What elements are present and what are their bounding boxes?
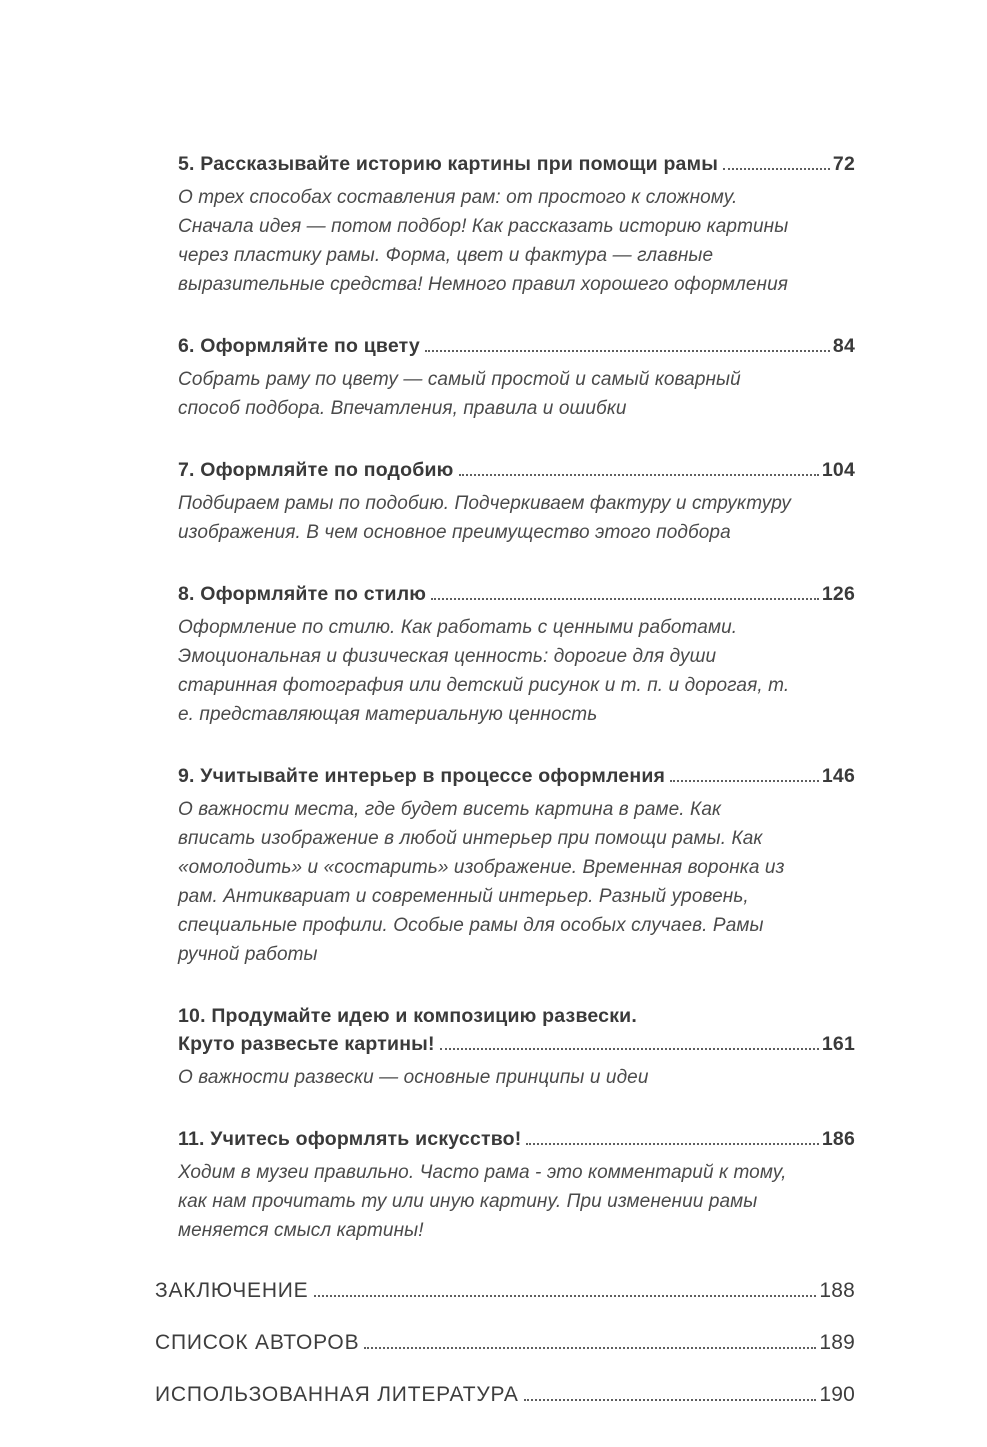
toc-entry-description: Подбираем рамы по подобию. Подчеркиваем фактуру и структуру изображения. В чем основное преимущество этого подбора [178,493,791,543]
toc-entry-description: Собрать раму по цвету — самый простой и самый коварный способ подбора. Впечатления, правила и ошибки [178,369,741,419]
dot-leader [425,350,830,352]
backmatter-entry-title: ИСПОЛЬЗОВАННАЯ ЛИТЕРАТУРА [155,1383,519,1406]
toc-entry-description: Оформление по стилю. Как работать с ценными работами. Эмоциональная и физическая ценность: дорогие для души старинная фотография или детский рисунок и т. п. и дорогая, т. е. представляющая материальную ценность [178,617,790,725]
toc-entry-row-line2 [178,1030,855,1058]
dot-leader [440,1048,819,1050]
backmatter-entry-page-number: 190 [819,1383,855,1406]
toc-entry-page-number: 84 [832,335,855,357]
toc-entry-row [178,332,855,360]
toc-entry-page-number: 161 [821,1033,855,1055]
toc-entry-chapter-8 [178,580,855,729]
toc-entry-row [178,150,855,178]
toc-entry-row [178,762,855,790]
toc-entry-row-line1 [178,1002,855,1030]
dot-leader [364,1347,816,1349]
toc-entry-description: О важности места, где будет висеть картина в раме. Как вписать изображение в любой интерьер при помощи рамы. Как «омолодить» и «состарить» изображение. Временная воронка из рам. Антиквариат и современный интерьер. Разный уровень, специальные профили. Особые рамы для особых случаев. Рамы ручной работы [178,799,785,965]
toc-entry-title: 10. Продумайте идею и композицию развески. [178,1005,637,1027]
toc-entry-title: 5. Рассказывайте историю картины при помощи рамы [178,153,719,175]
table-of-contents [178,150,855,1245]
toc-entry-title: 6. Оформляйте по цвету [178,335,420,357]
dot-leader [526,1143,818,1145]
dot-leader [524,1399,817,1401]
toc-entry-title: 7. Оформляйте по подобию [178,459,454,481]
backmatter-entry-literature [155,1382,855,1408]
backmatter-list [155,1278,855,1408]
toc-entry-page-number: 126 [821,583,855,605]
dot-leader [723,168,830,170]
toc-entry-chapter-5 [178,150,855,299]
toc-entry-description: Ходим в музеи правильно. Часто рама - это комментарий к тому, как нам прочитать ту или иную картину. При изменении рамы меняется смысл картины! [178,1162,787,1241]
toc-entry-page-number: 104 [821,459,855,481]
dot-leader [459,474,819,476]
toc-entry-chapter-7 [178,456,855,547]
toc-entry-title: 9. Учитывайте интерьер в процессе оформления [178,765,666,787]
toc-entry-description: О важности развески — основные принципы и идеи [178,1067,649,1088]
toc-entry-row [178,1125,855,1153]
toc-entry-page-number: 72 [832,153,855,175]
toc-entry-title: 8. Оформляйте по стилю [178,583,427,605]
backmatter-entry-conclusion [155,1278,855,1304]
toc-entry-chapter-10 [178,1002,855,1092]
dot-leader [431,598,819,600]
toc-entry-chapter-11 [178,1125,855,1245]
toc-entry-page-number: 146 [821,765,855,787]
toc-entry-row [178,456,855,484]
toc-entry-title-continued: Круто развесьте картины! [178,1033,435,1055]
dot-leader [314,1295,817,1297]
dot-leader [670,780,819,782]
backmatter-entry-page-number: 188 [819,1279,855,1302]
backmatter-entry-authors [155,1330,855,1356]
toc-entry-page-number: 186 [821,1128,855,1150]
backmatter-entry-page-number: 189 [819,1331,855,1354]
toc-entry-chapter-9 [178,762,855,969]
toc-entry-description: О трех способах составления рам: от простого к сложному. Сначала идея — потом подбор! Как рассказать историю картины через пластику рамы. Форма, цвет и фактура — главные выразительные средства! Немного правил хорошего оформления [178,187,789,295]
toc-entry-title: 11. Учитесь оформлять искусство! [178,1128,522,1150]
backmatter-entry-title: ЗАКЛЮЧЕНИЕ [155,1279,309,1302]
backmatter-entry-title: СПИСОК АВТОРОВ [155,1331,360,1354]
toc-entry-row [178,580,855,608]
toc-entry-chapter-6 [178,332,855,423]
